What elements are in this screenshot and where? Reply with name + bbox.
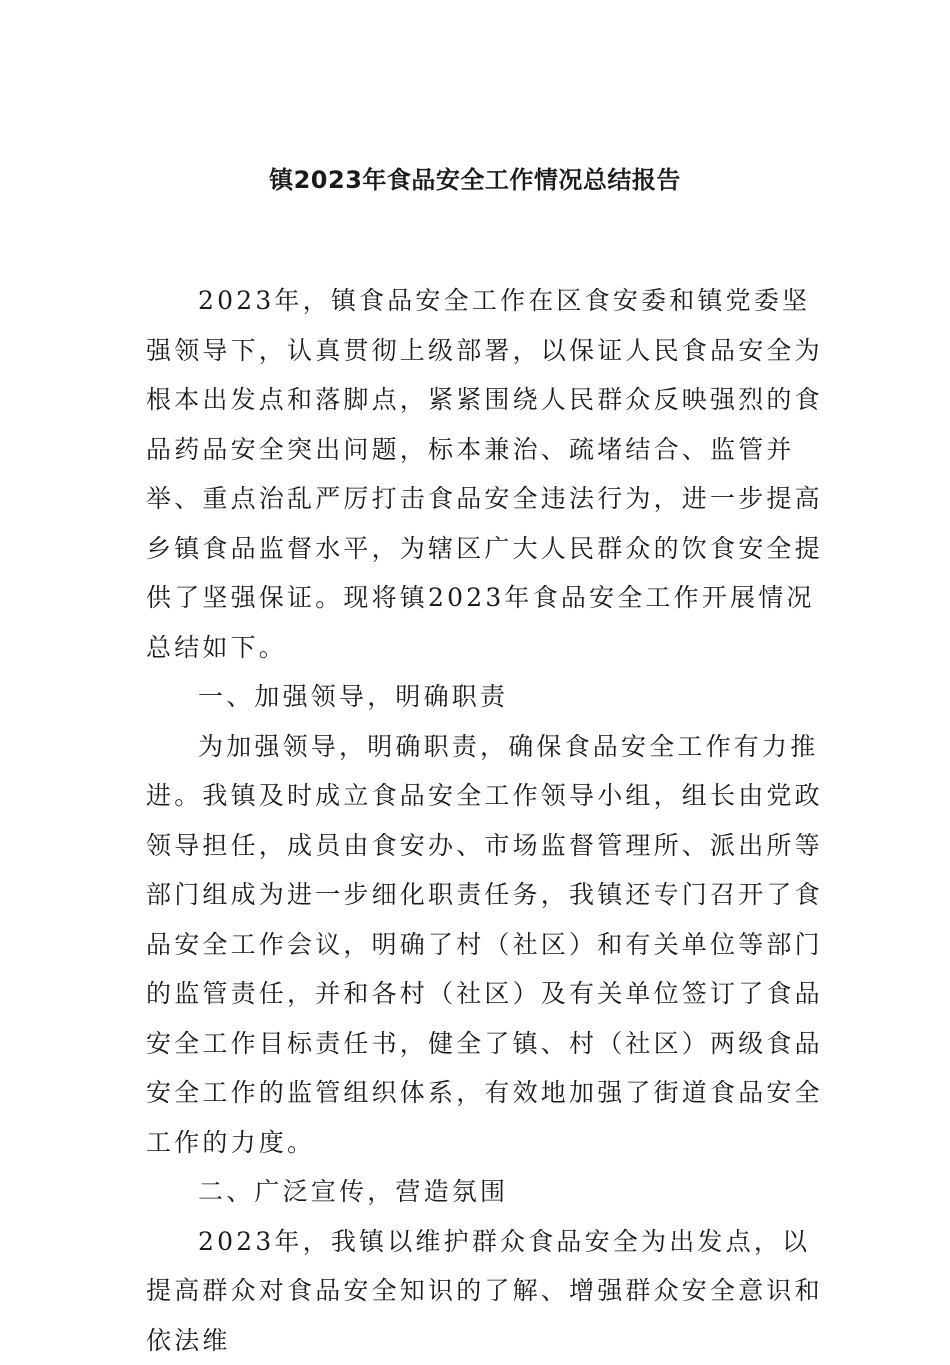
paragraph-section-1: 为加强领导，明确职责，确保食品安全工作有力推进。我镇及时成立食品安全工作领导小组，组长由党政领导担任，成员由食安办、市场监督管理所、派出所等部门组成为进一步细化职责任务，我镇还专门召开了食品安全工作会议，明确了村（社区）和有关单位等部门的监管责任，并和各村（社区）及有关单位签订了食品安全工作目标责任书，健全了镇、村（社区）两级食品安全工作的监管组织体系，有效地加强了街道食品安全工作的力度。	[146, 722, 826, 1168]
document-body	[146, 276, 826, 1365]
document-title: 镇2023年食品安全工作情况总结报告	[0, 160, 950, 200]
section-heading-2: 二、广泛宣传，营造氛围	[146, 1167, 826, 1217]
paragraph-intro: 2023年，镇食品安全工作在区食安委和镇党委坚强领导下，认真贯彻上级部署，以保证人民食品安全为根本出发点和落脚点，紧紧围绕人民群众反映强烈的食品药品安全突出问题，标本兼治、疏堵结合、监管并举、重点治乱严厉打击食品安全违法行为，进一步提高乡镇食品监督水平，为辖区广大人民群众的饮食安全提供了坚强保证。现将镇2023年食品安全工作开展情况总结如下。	[146, 276, 826, 672]
section-heading-1: 一、加强领导，明确职责	[146, 672, 826, 722]
paragraph-section-2: 2023年，我镇以维护群众食品安全为出发点，以提高群众对食品安全知识的了解、增强群众安全意识和依法维	[146, 1217, 826, 1365]
